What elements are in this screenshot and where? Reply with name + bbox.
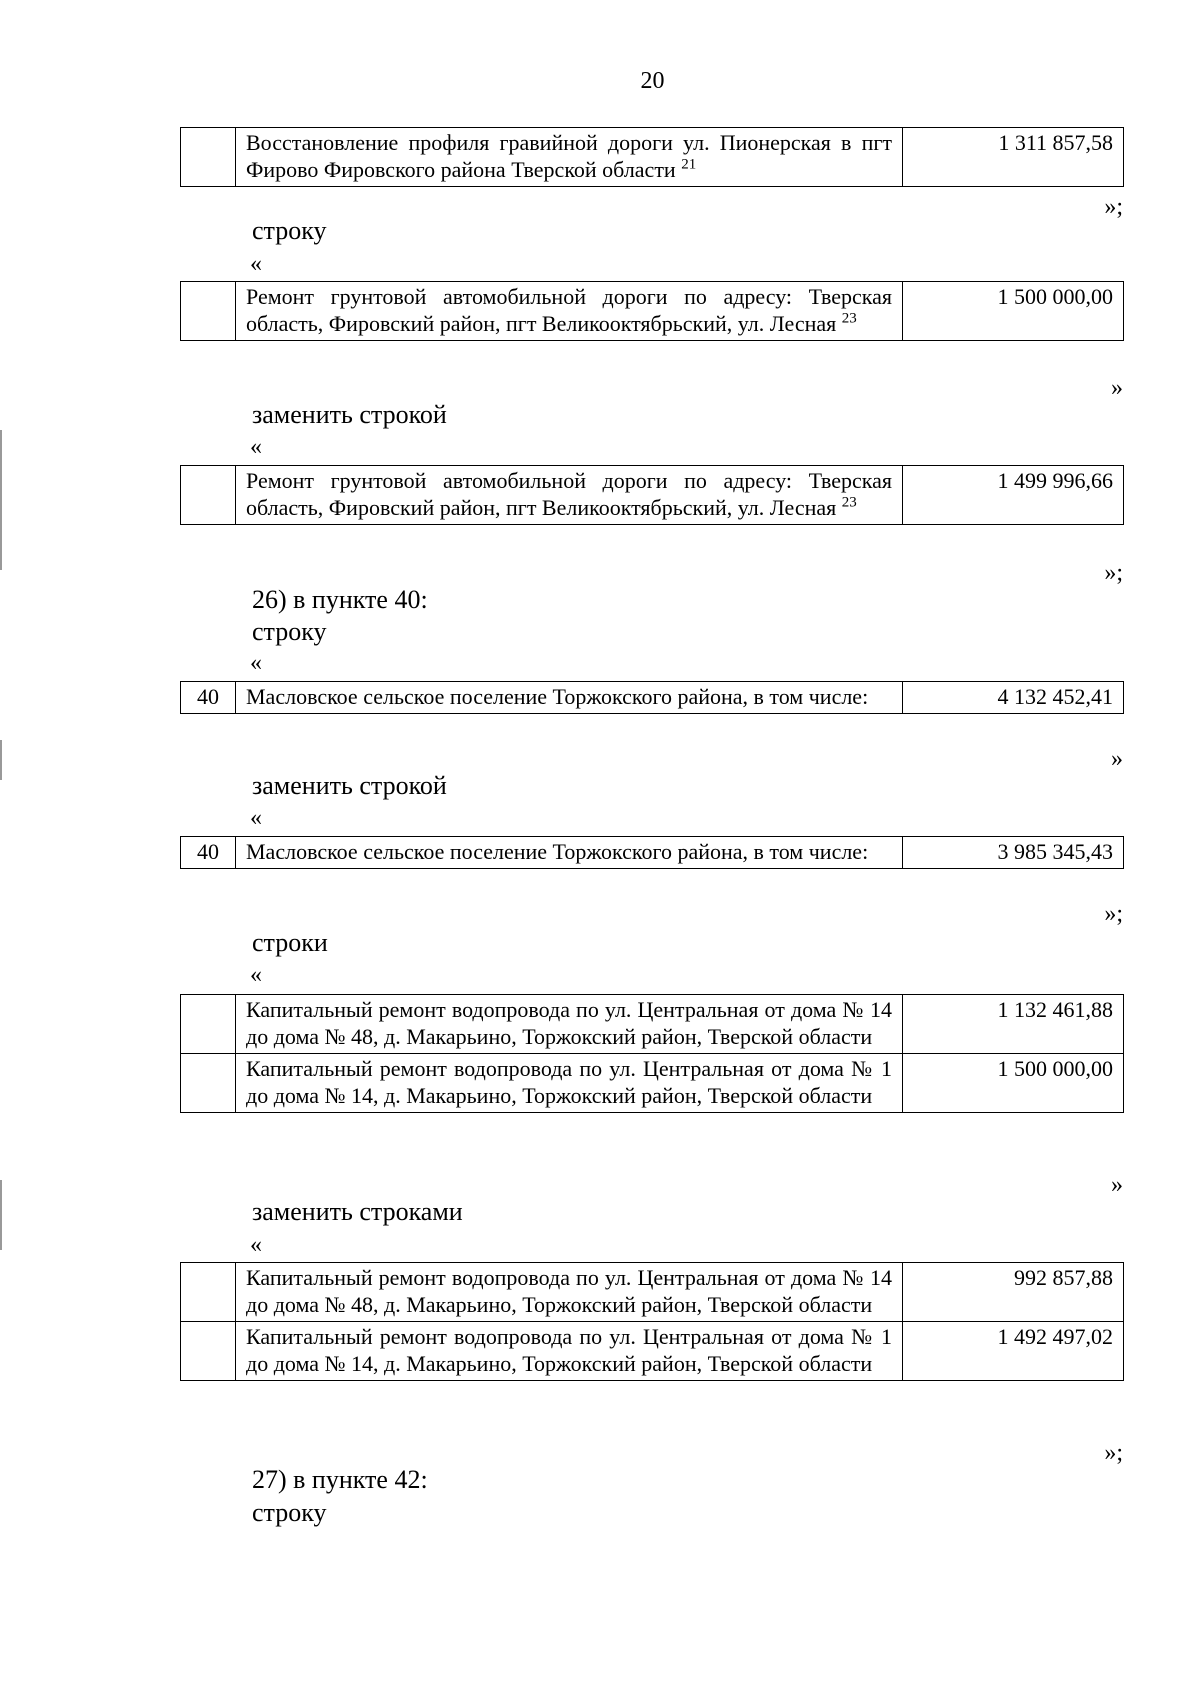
table-row [181,1054,1124,1113]
instruction-text: заменить строкой [252,400,447,429]
instruction-text: строку [252,1498,327,1527]
row-amount: 992 857,88 [903,1263,1124,1322]
table-road-lesnaya-new [180,465,1124,525]
row-amount: 1 132 461,88 [903,995,1124,1054]
footnote-ref: 23 [841,494,857,511]
table-row [181,282,1124,341]
opening-quote: « [250,962,262,988]
item-heading: 27) в пункте 42: [252,1465,428,1494]
table-row [181,1263,1124,1322]
closing-quote: » [1111,746,1123,772]
item-heading: 26) в пункте 40: [252,585,428,614]
closing-quote: » [1111,1172,1123,1198]
closing-quote: »; [1104,1440,1123,1466]
row-description: Капитальный ремонт водопровода по ул. Центральная от дома № 14 до дома № 48, д. Макарьино, Торжокский район, Тверской области [236,995,903,1054]
opening-quote: « [250,650,262,676]
closing-quote: »; [1104,194,1123,220]
instruction-text: строку [252,617,327,646]
row-description: Масловское сельское поселение Торжокского района, в том числе: [236,682,903,714]
row-description: Капитальный ремонт водопровода по ул. Центральная от дома № 14 до дома № 48, д. Макарьино, Торжокский район, Тверской области [236,1263,903,1322]
opening-quote: « [250,251,262,277]
row-amount: 4 132 452,41 [903,682,1124,714]
row-number [181,1263,236,1322]
closing-quote: »; [1104,901,1123,927]
table-water-pipes-new [180,1262,1124,1381]
row-number [181,282,236,341]
instruction-text: строку [252,216,327,245]
row-amount: 1 311 857,58 [903,128,1124,187]
instruction-text: заменить строками [252,1197,463,1226]
row-description: Ремонт грунтовой автомобильной дороги по адресу: Тверская область, Фировский район, пгт Великооктябрьский, ул. Лесная $^{23}$ [236,282,903,341]
row-amount: 1 499 996,66 [903,466,1124,525]
row-amount: 1 500 000,00 [903,1054,1124,1113]
footnote-ref: 21 [681,156,697,173]
table-row [181,837,1124,869]
row-amount: 3 985 345,43 [903,837,1124,869]
row-amount: 1 492 497,02 [903,1322,1124,1381]
opening-quote: « [250,434,262,460]
row-number [181,1322,236,1381]
table-water-pipes-old [180,994,1124,1113]
opening-quote: « [250,1232,262,1258]
instruction-text: заменить строкой [252,771,447,800]
row-number [181,466,236,525]
opening-quote: « [250,805,262,831]
table-row [181,995,1124,1054]
row-description: Масловское сельское поселение Торжокского района, в том числе: [236,837,903,869]
footnote-ref: 23 [841,310,857,327]
scan-edge-mark [0,740,2,780]
scan-edge-mark [0,1180,2,1250]
page-number: 20 [640,68,665,94]
table-maslovskoe-new [180,836,1124,869]
row-number [181,1054,236,1113]
table-row [181,682,1124,714]
closing-quote: » [1111,375,1123,401]
row-number [181,128,236,187]
scan-edge-mark [0,430,2,570]
row-number: 40 [181,837,236,869]
table-road-pionerskaya [180,127,1124,187]
table-maslovskoe-old [180,681,1124,714]
row-description: Капитальный ремонт водопровода по ул. Центральная от дома № 1 до дома № 14, д. Макарьино, Торжокский район, Тверской области [236,1054,903,1113]
closing-quote: »; [1104,560,1123,586]
table-row [181,128,1124,187]
row-amount: 1 500 000,00 [903,282,1124,341]
row-description: Капитальный ремонт водопровода по ул. Центральная от дома № 1 до дома № 14, д. Макарьино, Торжокский район, Тверской области [236,1322,903,1381]
instruction-text: строки [252,928,328,957]
table-road-lesnaya-old [180,281,1124,341]
table-row [181,1322,1124,1381]
table-row [181,466,1124,525]
row-number: 40 [181,682,236,714]
row-number [181,995,236,1054]
row-description: Ремонт грунтовой автомобильной дороги по адресу: Тверская область, Фировский район, пгт Великооктябрьский, ул. Лесная $^{23}$ [236,466,903,525]
row-description: Восстановление профиля гравийной дороги ул. Пионерская в пгт Фирово Фировского района Тверской области $^{21}$ [236,128,903,187]
